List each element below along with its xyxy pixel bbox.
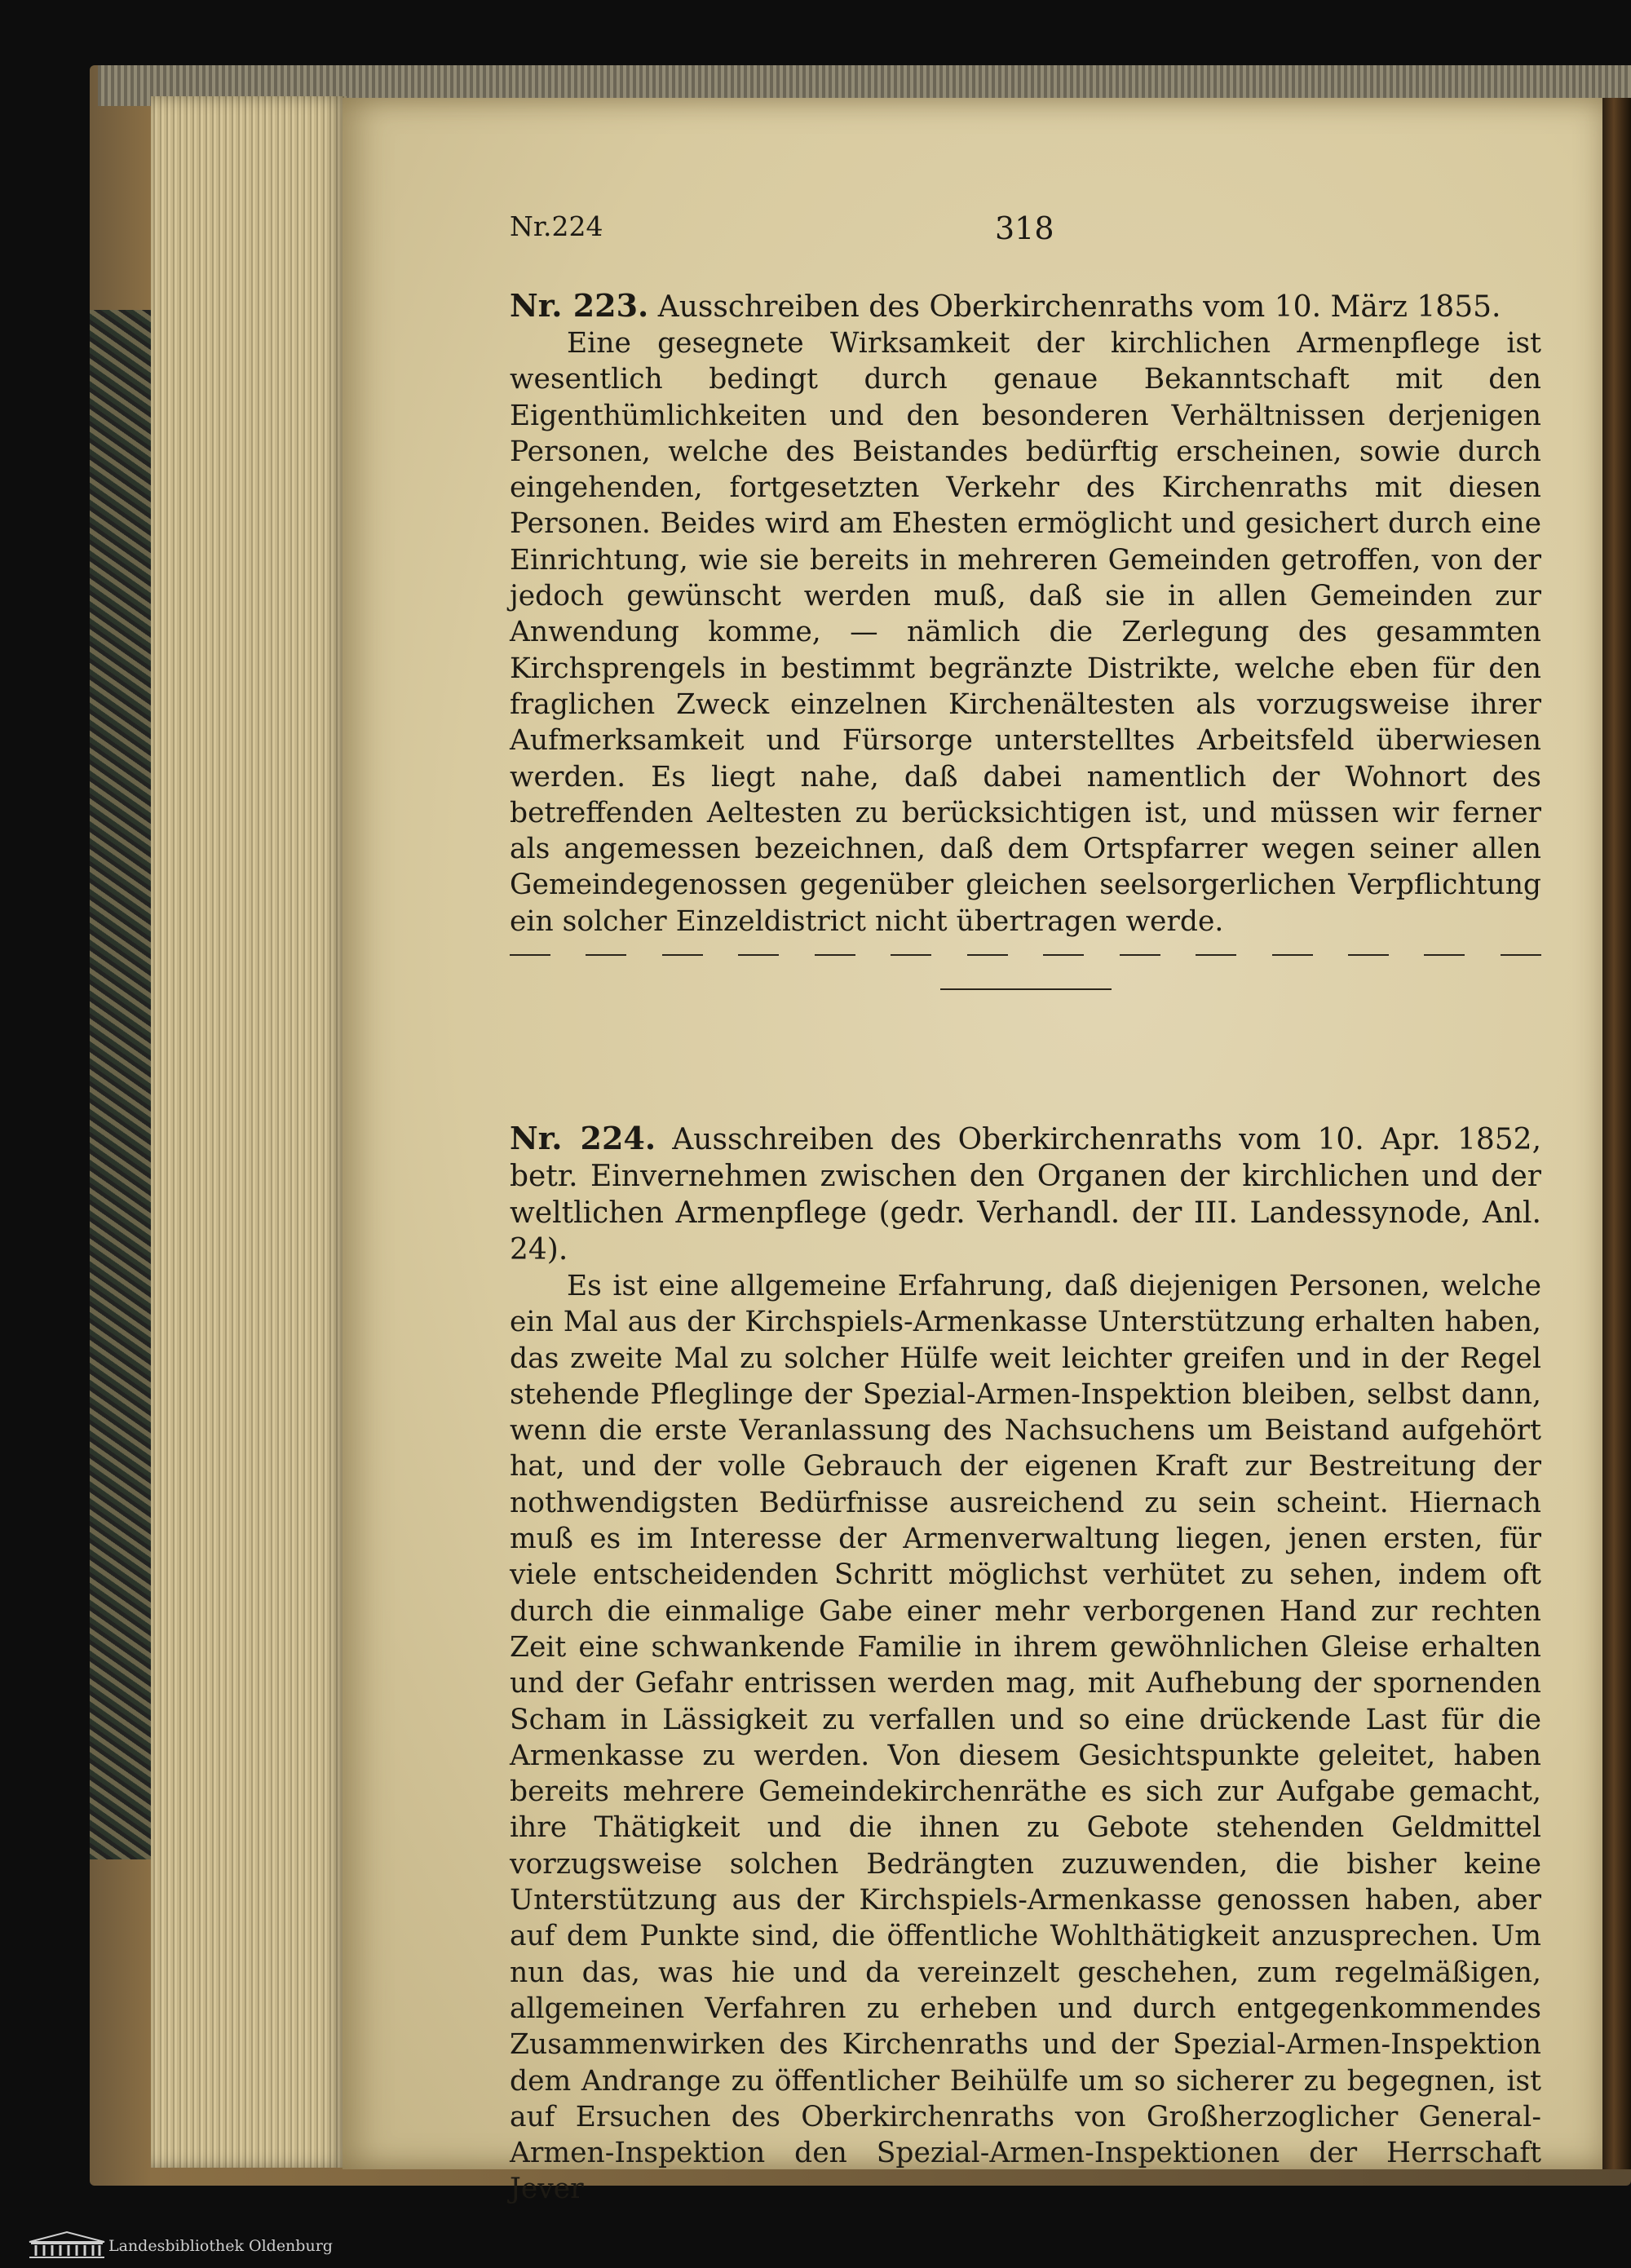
page-stack — [151, 96, 347, 2168]
section-224-number: Nr. 224. — [510, 1120, 656, 1156]
section-rule — [940, 988, 1112, 990]
dash-separator — [510, 948, 1541, 964]
library-credit: Landesbibliothek Oldenburg — [108, 2237, 333, 2255]
section-224-title: Ausschreiben des Oberkirchenraths vom 10. Apr. 1852, betr. Einvernehmen zwischen den Organen der kirchlichen und der weltlichen Armenpflege (gedr. Verhandl. der III. Landessynode, Anl. 24). — [510, 1123, 1542, 1267]
section-223-title: Ausschreiben des Oberkirchenraths vom 10. März 1855. — [648, 290, 1501, 324]
section-224-body: Es ist eine allgemeine Erfahrung, daß diejenigen Personen, welche ein Mal aus der Kirchspiels-Armenkasse Unterstützung erhalten haben, das zweite Mal zu solcher Hülfe weit leichter greifen und in der Regel stehende Pfleglinge der Spezial-Armen-Inspektion bleiben, selbst dann, wenn die erste Veranlassung des Nachsuchens um Beistand aufgehört hat, und der volle Gebrauch der eigenen Kraft zur Bestreitung der nothwendigsten Bedürfnisse ausreichend zu sein scheint. Hiernach muß es im Interesse der Armenverwaltung liegen, jenen ersten, für viele entscheidenden Schritt möglichst verhütet zu sehen, indem oft durch die einmalige Gabe einer mehr verborgenen Hand zur rechten Zeit eine schwankende Familie in ihrem gewöhnlichen Gleise erhalten und der Gefahr entrissen werden mag, mit Aufhebung der spornenden Scham in Lässigkeit zu verfallen und so eine drückende Last für die Armenkasse zu werden. Von diesem Gesichtspunkte geleitet, haben bereits mehrere Gemeindekirchenräthe es sich zur Aufgabe gemacht, ihre Thätigkeit und die ihnen zu Gebote stehenden Geldmittel vorzugsweise solchen Bedrängten zuzuwenden, die bisher keine Unterstützung aus der Kirchspiels-Armenkasse genossen haben, aber auf dem Punkte sind, die öffentliche Wohlthätigkeit anzusprechen. Um nun das, was hie und da vereinzelt geschehen, zum regelmäßigen, allgemeinen Verfahren zu erheben und durch entgegenkommendes Zusammenwirken des Kirchenraths und der Spezial-Armen-Inspektion dem Andrange zu öffentlicher Beihülfe um so sicherer zu begegnen, ist auf Ersuchen des Oberkirchenraths von Großherzoglicher General-Armen-Inspektion den Spezial-Armen-Inspektionen der Herrschaft Jever — [510, 1270, 1541, 2206]
section-223-number: Nr. 223. — [510, 287, 649, 324]
section-224-heading — [510, 1120, 1541, 1268]
marbled-cover-edge — [90, 310, 159, 1859]
section-223-body: Eine gesegnete Wirksamkeit der kirchlichen Armenpflege ist wesentlich bedingt durch genaue Bekanntschaft mit den Eigenthümlichkeiten und den besonderen Verhältnissen derjenigen Personen, welche des Beistandes bedürftig erscheinen, sowie durch eingehenden, fortgesetzten Verkehr des Kirchenraths mit diesen Personen. Beides wird am Ehesten ermöglicht und gesichert durch eine Einrichtung, wie sie bereits in mehreren Gemeinden getroffen, von der jedoch gewünscht werden muß, daß sie in allen Gemeinden zur Anwendung komme, — nämlich die Zerlegung des gesammten Kirchsprengels in bestimmt begränzte Distrikte, welche eben für den fraglichen Zweck einzelnen Kirchenältesten als vorzugsweise ihrer Aufmerksamkeit und Fürsorge unterstelltes Arbeitsfeld überwiesen werden. Es liegt nahe, daß dabei namentlich der Wohnort des betreffenden Aeltesten zu berücksichtigen ist, und müssen wir ferner als angemessen bezeichnen, daß dem Ortspfarrer wegen seiner allen Gemeindegenossen gegenüber gleichen seelsorgerlichen Verpflichtung ein solcher Einzeldistrict nicht übertragen werde. — [510, 327, 1541, 938]
page-number: 318 — [995, 210, 1054, 246]
section-223-heading — [510, 287, 1541, 325]
section-224 — [510, 1120, 1541, 2208]
binding-edge — [1602, 98, 1631, 2169]
running-head-left: Nr.224 — [510, 210, 603, 242]
library-building-icon — [28, 2230, 106, 2260]
section-223 — [510, 287, 1541, 1008]
running-head — [510, 210, 1541, 251]
